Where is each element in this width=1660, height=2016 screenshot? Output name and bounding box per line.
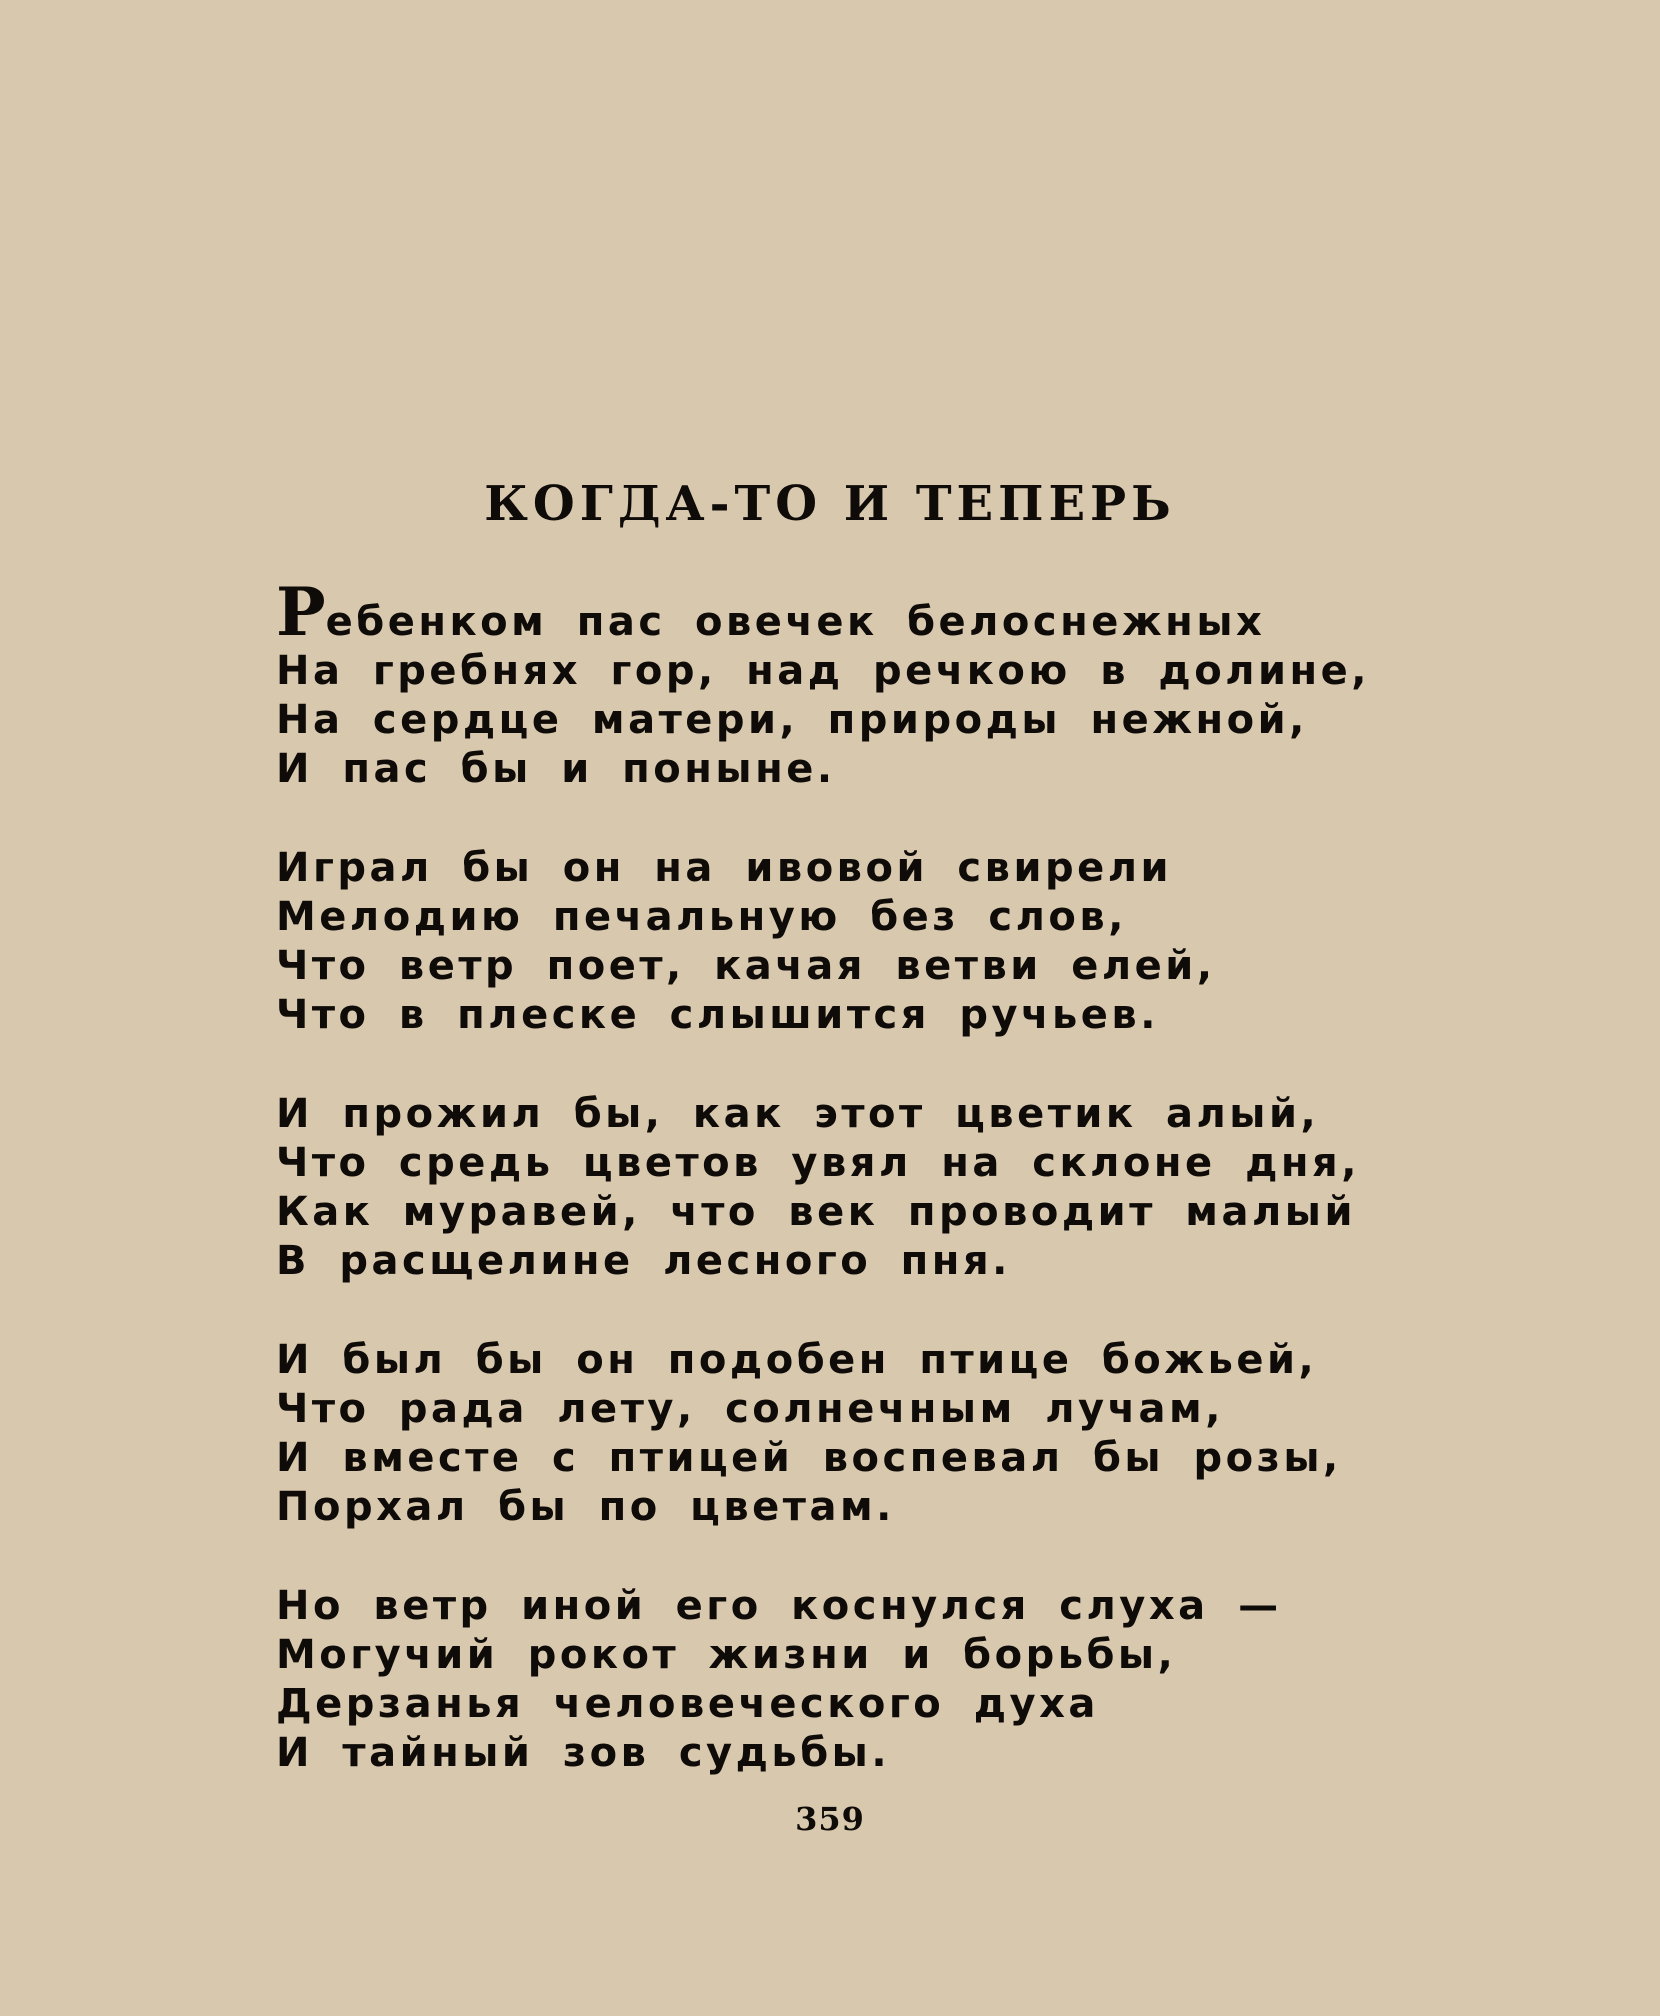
poem-line: Играл бы он на ивовой свирели: [276, 845, 1173, 891]
poem-title: КОГДА-ТО И ТЕПЕРЬ: [484, 476, 1176, 532]
poem-line: И вместе с птицей воспевал бы розы,: [276, 1435, 1342, 1481]
poem-line: Порхал бы по цветам.: [276, 1484, 895, 1530]
poem-line: Что в плеске слышится ручьев.: [276, 992, 1159, 1038]
poem-line: Дерзанья человеческого духа: [276, 1681, 1099, 1727]
stanza-4: [276, 1336, 1456, 1532]
poem-line: И пас бы и поныне.: [276, 746, 836, 792]
poem-line: В расщелине лесного пня.: [276, 1238, 1011, 1284]
poem-line: Что рада лету, солнечным лучам,: [276, 1386, 1224, 1432]
stanza-2: [276, 844, 1456, 1040]
poem-line: И тайный зов судьбы.: [276, 1730, 891, 1776]
poem-line: И был бы он подобен птице божьей,: [276, 1337, 1318, 1383]
poem-line: На гребнях гор, над речкою в долине,: [276, 648, 1370, 694]
poem-line: Что средь цветов увял на склоне дня,: [276, 1140, 1360, 1186]
poem-line-text: ебенком пас овечек белоснежных: [325, 599, 1266, 645]
poem-body: [276, 573, 1456, 1828]
poem-line: Как муравей, что век проводит малый: [276, 1189, 1356, 1235]
poem-line: Мелодию печальную без слов,: [276, 894, 1127, 940]
stanza-5: [276, 1582, 1456, 1778]
poem-line: И прожил бы, как этот цветик алый,: [276, 1091, 1320, 1137]
stanza-3: [276, 1090, 1456, 1286]
poem-line: Могучий рокот жизни и борьбы,: [276, 1632, 1177, 1678]
poem-line: На сердце матери, природы нежной,: [276, 697, 1308, 743]
poem-line: Но ветр иной его коснулся слуха —: [276, 1583, 1282, 1629]
poem-line: Что ветр поет, качая ветви елей,: [276, 943, 1216, 989]
page-number: 359: [795, 1800, 865, 1838]
stanza-1: [276, 573, 1456, 794]
drop-cap: Р: [276, 573, 326, 651]
poem-line: [276, 573, 1456, 651]
